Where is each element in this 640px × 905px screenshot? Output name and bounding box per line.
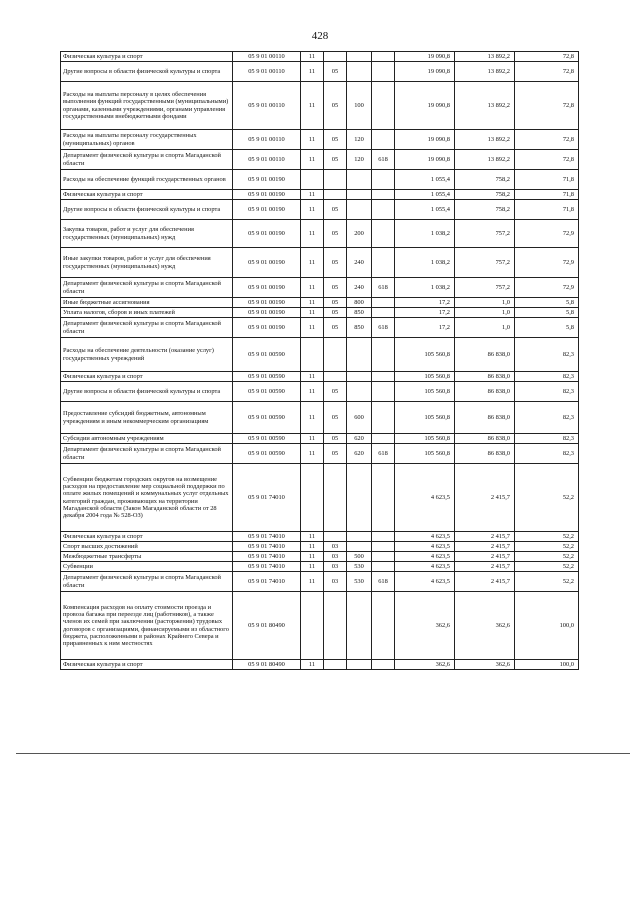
target-article: 05 9 01 74010 xyxy=(233,552,301,562)
execution-percent: 5,8 xyxy=(515,298,579,308)
table-row xyxy=(61,82,579,130)
section-code: 11 xyxy=(301,660,324,670)
planned-amount: 105 560,8 xyxy=(395,382,455,402)
actual-amount: 86 838,0 xyxy=(455,402,515,434)
actual-amount: 2 415,7 xyxy=(455,532,515,542)
actual-amount: 13 892,2 xyxy=(455,52,515,62)
section-code: 11 xyxy=(301,542,324,552)
target-article: 05 9 01 74010 xyxy=(233,532,301,542)
expense-type xyxy=(347,532,372,542)
table-row xyxy=(61,52,579,62)
expense-type: 530 xyxy=(347,562,372,572)
table-row xyxy=(61,434,579,444)
target-article: 05 9 01 00590 xyxy=(233,372,301,382)
planned-amount: 105 560,8 xyxy=(395,434,455,444)
target-article: 05 9 01 00190 xyxy=(233,298,301,308)
expense-type: 500 xyxy=(347,552,372,562)
actual-amount: 13 892,2 xyxy=(455,130,515,150)
section-code: 11 xyxy=(301,190,324,200)
execution-percent: 5,8 xyxy=(515,308,579,318)
planned-amount: 4 623,5 xyxy=(395,572,455,592)
subsection-code: 05 xyxy=(324,308,347,318)
table-row xyxy=(61,532,579,542)
administrator-code: 618 xyxy=(372,278,395,298)
expense-type: 120 xyxy=(347,130,372,150)
budget-table-body xyxy=(61,52,579,670)
table-row xyxy=(61,150,579,170)
administrator-code xyxy=(372,170,395,190)
planned-amount: 1 038,2 xyxy=(395,220,455,248)
administrator-code xyxy=(372,382,395,402)
execution-percent: 82,3 xyxy=(515,402,579,434)
row-name: Расходы на обеспечение функций государственных органов xyxy=(61,170,233,190)
row-name: Закупка товаров, работ и услуг для обеспечения государственных (муниципальных) нужд xyxy=(61,220,233,248)
actual-amount: 1,0 xyxy=(455,308,515,318)
section-code: 11 xyxy=(301,62,324,82)
subsection-code: 05 xyxy=(324,220,347,248)
expense-type: 120 xyxy=(347,150,372,170)
execution-percent: 52,2 xyxy=(515,532,579,542)
subsection-code: 05 xyxy=(324,82,347,130)
administrator-code: 618 xyxy=(372,318,395,338)
administrator-code: 618 xyxy=(372,572,395,592)
subsection-code: 05 xyxy=(324,382,347,402)
section-code: 11 xyxy=(301,308,324,318)
execution-percent: 82,3 xyxy=(515,338,579,372)
row-name: Предоставление субсидий бюджетным, автономным учреждениям и иным некоммерческим организациям xyxy=(61,402,233,434)
target-article: 05 9 01 00110 xyxy=(233,52,301,62)
table-row xyxy=(61,660,579,670)
administrator-code xyxy=(372,52,395,62)
table-row xyxy=(61,552,579,562)
row-name: Расходы на обеспечение деятельности (оказание услуг) государственных учреждений xyxy=(61,338,233,372)
planned-amount: 1 038,2 xyxy=(395,248,455,278)
section-code xyxy=(301,170,324,190)
subsection-code: 05 xyxy=(324,298,347,308)
expense-type: 600 xyxy=(347,402,372,434)
target-article: 05 9 01 74010 xyxy=(233,562,301,572)
table-row xyxy=(61,318,579,338)
target-article: 05 9 01 00590 xyxy=(233,444,301,464)
administrator-code xyxy=(372,130,395,150)
actual-amount: 86 838,0 xyxy=(455,434,515,444)
section-code: 11 xyxy=(301,278,324,298)
row-name: Физическая культура и спорт xyxy=(61,660,233,670)
actual-amount: 758,2 xyxy=(455,200,515,220)
administrator-code xyxy=(372,434,395,444)
table-row xyxy=(61,572,579,592)
planned-amount: 19 090,8 xyxy=(395,150,455,170)
row-name: Департамент физической культуры и спорта Магаданской области xyxy=(61,150,233,170)
execution-percent: 72,8 xyxy=(515,82,579,130)
subsection-code: 03 xyxy=(324,542,347,552)
expense-type: 100 xyxy=(347,82,372,130)
planned-amount: 1 055,4 xyxy=(395,190,455,200)
administrator-code xyxy=(372,338,395,372)
section-code: 11 xyxy=(301,200,324,220)
section-code: 11 xyxy=(301,130,324,150)
planned-amount: 105 560,8 xyxy=(395,444,455,464)
execution-percent: 71,8 xyxy=(515,190,579,200)
table-row xyxy=(61,402,579,434)
row-name: Субвенции xyxy=(61,562,233,572)
subsection-code xyxy=(324,170,347,190)
planned-amount: 17,2 xyxy=(395,298,455,308)
section-code: 11 xyxy=(301,532,324,542)
administrator-code xyxy=(372,592,395,660)
section-code xyxy=(301,592,324,660)
subsection-code xyxy=(324,660,347,670)
administrator-code: 618 xyxy=(372,150,395,170)
section-code: 11 xyxy=(301,318,324,338)
row-name: Иные бюджетные ассигнования xyxy=(61,298,233,308)
actual-amount: 86 838,0 xyxy=(455,382,515,402)
administrator-code xyxy=(372,372,395,382)
administrator-code xyxy=(372,62,395,82)
expense-type xyxy=(347,464,372,532)
expense-type: 240 xyxy=(347,248,372,278)
table-row xyxy=(61,130,579,150)
execution-percent: 5,8 xyxy=(515,318,579,338)
administrator-code xyxy=(372,660,395,670)
subsection-code: 05 xyxy=(324,402,347,434)
budget-table xyxy=(60,51,579,670)
subsection-code xyxy=(324,190,347,200)
target-article: 05 9 01 80490 xyxy=(233,660,301,670)
actual-amount: 2 415,7 xyxy=(455,464,515,532)
actual-amount: 362,6 xyxy=(455,592,515,660)
subsection-code: 05 xyxy=(324,200,347,220)
subsection-code xyxy=(324,592,347,660)
expense-type xyxy=(347,200,372,220)
row-name: Субсидии автономным учреждениям xyxy=(61,434,233,444)
actual-amount: 757,2 xyxy=(455,220,515,248)
administrator-code: 618 xyxy=(372,444,395,464)
actual-amount: 13 892,2 xyxy=(455,62,515,82)
section-code: 11 xyxy=(301,150,324,170)
target-article: 05 9 01 00190 xyxy=(233,318,301,338)
execution-percent: 52,2 xyxy=(515,562,579,572)
section-code: 11 xyxy=(301,444,324,464)
planned-amount: 4 623,5 xyxy=(395,464,455,532)
target-article: 05 9 01 00190 xyxy=(233,200,301,220)
actual-amount: 86 838,0 xyxy=(455,338,515,372)
target-article: 05 9 01 00590 xyxy=(233,434,301,444)
table-row xyxy=(61,542,579,552)
row-name: Иные закупки товаров, работ и услуг для обеспечения государственных (муниципальных) нужд xyxy=(61,248,233,278)
table-row xyxy=(61,220,579,248)
expense-type: 240 xyxy=(347,278,372,298)
execution-percent: 72,9 xyxy=(515,278,579,298)
execution-percent: 82,3 xyxy=(515,434,579,444)
administrator-code xyxy=(372,220,395,248)
section-code xyxy=(301,338,324,372)
target-article: 05 9 01 00590 xyxy=(233,338,301,372)
execution-percent: 100,0 xyxy=(515,660,579,670)
row-name: Межбюджетные трансферты xyxy=(61,552,233,562)
actual-amount: 13 892,2 xyxy=(455,150,515,170)
execution-percent: 72,8 xyxy=(515,52,579,62)
table-row xyxy=(61,372,579,382)
target-article: 05 9 01 00110 xyxy=(233,150,301,170)
target-article: 05 9 01 00190 xyxy=(233,308,301,318)
target-article: 05 9 01 80490 xyxy=(233,592,301,660)
administrator-code xyxy=(372,562,395,572)
target-article: 05 9 01 74010 xyxy=(233,542,301,552)
row-name: Расходы на выплаты персоналу в целях обеспечения выполнения функций государственными (муниципальными) органами, казенными учреждениями, органами управления государственными внебюджетными фондами xyxy=(61,82,233,130)
expense-type xyxy=(347,660,372,670)
subsection-code: 03 xyxy=(324,562,347,572)
table-row xyxy=(61,464,579,532)
row-name: Другие вопросы в области физической культуры и спорта xyxy=(61,62,233,82)
expense-type xyxy=(347,592,372,660)
subsection-code: 05 xyxy=(324,130,347,150)
table-row xyxy=(61,62,579,82)
target-article: 05 9 01 00110 xyxy=(233,62,301,82)
execution-percent: 72,8 xyxy=(515,150,579,170)
execution-percent: 82,3 xyxy=(515,444,579,464)
subsection-code: 05 xyxy=(324,278,347,298)
target-article: 05 9 01 00190 xyxy=(233,190,301,200)
planned-amount: 19 090,8 xyxy=(395,130,455,150)
target-article: 05 9 01 00590 xyxy=(233,402,301,434)
subsection-code: 05 xyxy=(324,434,347,444)
planned-amount: 362,6 xyxy=(395,592,455,660)
expense-type xyxy=(347,382,372,402)
execution-percent: 52,2 xyxy=(515,542,579,552)
section-code: 11 xyxy=(301,298,324,308)
table-row xyxy=(61,200,579,220)
administrator-code xyxy=(372,190,395,200)
table-row xyxy=(61,308,579,318)
actual-amount: 13 892,2 xyxy=(455,82,515,130)
execution-percent: 71,8 xyxy=(515,170,579,190)
planned-amount: 17,2 xyxy=(395,318,455,338)
page-number: 428 xyxy=(311,30,329,42)
execution-percent: 82,3 xyxy=(515,372,579,382)
row-name: Физическая культура и спорт xyxy=(61,52,233,62)
row-name: Физическая культура и спорт xyxy=(61,190,233,200)
actual-amount: 758,2 xyxy=(455,170,515,190)
execution-percent: 82,3 xyxy=(515,382,579,402)
expense-type: 800 xyxy=(347,298,372,308)
expense-type xyxy=(347,170,372,190)
planned-amount: 4 623,5 xyxy=(395,532,455,542)
execution-percent: 72,9 xyxy=(515,220,579,248)
actual-amount: 2 415,7 xyxy=(455,552,515,562)
administrator-code xyxy=(372,542,395,552)
row-name: Спорт высших достижений xyxy=(61,542,233,552)
section-code: 11 xyxy=(301,402,324,434)
expense-type xyxy=(347,52,372,62)
subsection-code xyxy=(324,52,347,62)
subsection-code: 05 xyxy=(324,62,347,82)
section-code: 11 xyxy=(301,552,324,562)
section-code: 11 xyxy=(301,572,324,592)
execution-percent: 72,8 xyxy=(515,62,579,82)
subsection-code: 05 xyxy=(324,248,347,278)
planned-amount: 105 560,8 xyxy=(395,402,455,434)
actual-amount: 1,0 xyxy=(455,318,515,338)
target-article: 05 9 01 00190 xyxy=(233,278,301,298)
actual-amount: 86 838,0 xyxy=(455,372,515,382)
row-name: Департамент физической культуры и спорта Магаданской области xyxy=(61,444,233,464)
planned-amount: 4 623,5 xyxy=(395,552,455,562)
expense-type: 620 xyxy=(347,434,372,444)
actual-amount: 2 415,7 xyxy=(455,542,515,552)
administrator-code xyxy=(372,200,395,220)
subsection-code: 05 xyxy=(324,318,347,338)
administrator-code xyxy=(372,82,395,130)
planned-amount: 1 055,4 xyxy=(395,170,455,190)
planned-amount: 19 090,8 xyxy=(395,62,455,82)
row-name: Компенсация расходов на оплату стоимости проезда и провоза багажа при переезде лиц (работников), а также членов их семей при заключении (расторжении) трудовых договоров с организациями, финансируемыми из областного бюджета, расположенными в районах Крайнего Севера и приравненных к ним местностях xyxy=(61,592,233,660)
subsection-code xyxy=(324,532,347,542)
expense-type xyxy=(347,338,372,372)
section-code: 11 xyxy=(301,434,324,444)
table-row xyxy=(61,278,579,298)
row-name: Уплата налогов, сборов и иных платежей xyxy=(61,308,233,318)
execution-percent: 72,9 xyxy=(515,248,579,278)
administrator-code xyxy=(372,298,395,308)
administrator-code xyxy=(372,248,395,278)
row-name: Физическая культура и спорт xyxy=(61,372,233,382)
planned-amount: 4 623,5 xyxy=(395,562,455,572)
actual-amount: 2 415,7 xyxy=(455,562,515,572)
actual-amount: 2 415,7 xyxy=(455,572,515,592)
planned-amount: 105 560,8 xyxy=(395,338,455,372)
row-name: Другие вопросы в области физической культуры и спорта xyxy=(61,382,233,402)
execution-percent: 72,8 xyxy=(515,130,579,150)
execution-percent: 52,2 xyxy=(515,464,579,532)
expense-type xyxy=(347,372,372,382)
table-row xyxy=(61,592,579,660)
actual-amount: 86 838,0 xyxy=(455,444,515,464)
row-name: Департамент физической культуры и спорта Магаданской области xyxy=(61,278,233,298)
planned-amount: 362,6 xyxy=(395,660,455,670)
expense-type: 850 xyxy=(347,318,372,338)
target-article: 05 9 01 00190 xyxy=(233,220,301,248)
row-name: Другие вопросы в области физической культуры и спорта xyxy=(61,200,233,220)
execution-percent: 100,0 xyxy=(515,592,579,660)
section-code: 11 xyxy=(301,248,324,278)
subsection-code xyxy=(324,464,347,532)
subsection-code xyxy=(324,338,347,372)
planned-amount: 105 560,8 xyxy=(395,372,455,382)
actual-amount: 758,2 xyxy=(455,190,515,200)
subsection-code xyxy=(324,372,347,382)
expense-type xyxy=(347,542,372,552)
table-row xyxy=(61,190,579,200)
table-row xyxy=(61,338,579,372)
planned-amount: 19 090,8 xyxy=(395,82,455,130)
expense-type: 850 xyxy=(347,308,372,318)
actual-amount: 362,6 xyxy=(455,660,515,670)
actual-amount: 757,2 xyxy=(455,278,515,298)
table-row xyxy=(61,248,579,278)
administrator-code xyxy=(372,464,395,532)
section-code xyxy=(301,464,324,532)
administrator-code xyxy=(372,532,395,542)
table-row xyxy=(61,170,579,190)
row-name: Департамент физической культуры и спорта Магаданской области xyxy=(61,318,233,338)
subsection-code: 03 xyxy=(324,572,347,592)
target-article: 05 9 01 00190 xyxy=(233,248,301,278)
target-article: 05 9 01 00590 xyxy=(233,382,301,402)
section-code: 11 xyxy=(301,372,324,382)
expense-type xyxy=(347,62,372,82)
target-article: 05 9 01 00190 xyxy=(233,170,301,190)
section-code: 11 xyxy=(301,82,324,130)
target-article: 05 9 01 00110 xyxy=(233,130,301,150)
table-row xyxy=(61,382,579,402)
actual-amount: 1,0 xyxy=(455,298,515,308)
planned-amount: 19 090,8 xyxy=(395,52,455,62)
expense-type: 200 xyxy=(347,220,372,248)
row-name: Департамент физической культуры и спорта Магаданской области xyxy=(61,572,233,592)
expense-type xyxy=(347,190,372,200)
section-code: 11 xyxy=(301,52,324,62)
planned-amount: 4 623,5 xyxy=(395,542,455,552)
administrator-code xyxy=(372,552,395,562)
planned-amount: 1 055,4 xyxy=(395,200,455,220)
execution-percent: 71,8 xyxy=(515,200,579,220)
administrator-code xyxy=(372,308,395,318)
section-code: 11 xyxy=(301,220,324,248)
expense-type: 620 xyxy=(347,444,372,464)
target-article: 05 9 01 00110 xyxy=(233,82,301,130)
target-article: 05 9 01 74010 xyxy=(233,572,301,592)
table-row xyxy=(61,562,579,572)
expense-type: 530 xyxy=(347,572,372,592)
page-divider xyxy=(16,753,630,754)
subsection-code: 05 xyxy=(324,150,347,170)
execution-percent: 52,2 xyxy=(515,552,579,562)
table-row xyxy=(61,298,579,308)
execution-percent: 52,2 xyxy=(515,572,579,592)
planned-amount: 17,2 xyxy=(395,308,455,318)
table-row xyxy=(61,444,579,464)
row-name: Расходы на выплаты персоналу государственных (муниципальных) органов xyxy=(61,130,233,150)
section-code: 11 xyxy=(301,382,324,402)
subsection-code: 03 xyxy=(324,552,347,562)
actual-amount: 757,2 xyxy=(455,248,515,278)
planned-amount: 1 038,2 xyxy=(395,278,455,298)
subsection-code: 05 xyxy=(324,444,347,464)
target-article: 05 9 01 74010 xyxy=(233,464,301,532)
row-name: Физическая культура и спорт xyxy=(61,532,233,542)
row-name: Субвенции бюджетам городских округов на возмещение расходов на предоставление мер социальной поддержки по оплате жилых помещений и коммунальных услуг отдельных категорий граждан, проживающих на территории Магаданской области (Закон Магаданской области от 28 декабря 2004 года № 528-ОЗ) xyxy=(61,464,233,532)
administrator-code xyxy=(372,402,395,434)
section-code: 11 xyxy=(301,562,324,572)
